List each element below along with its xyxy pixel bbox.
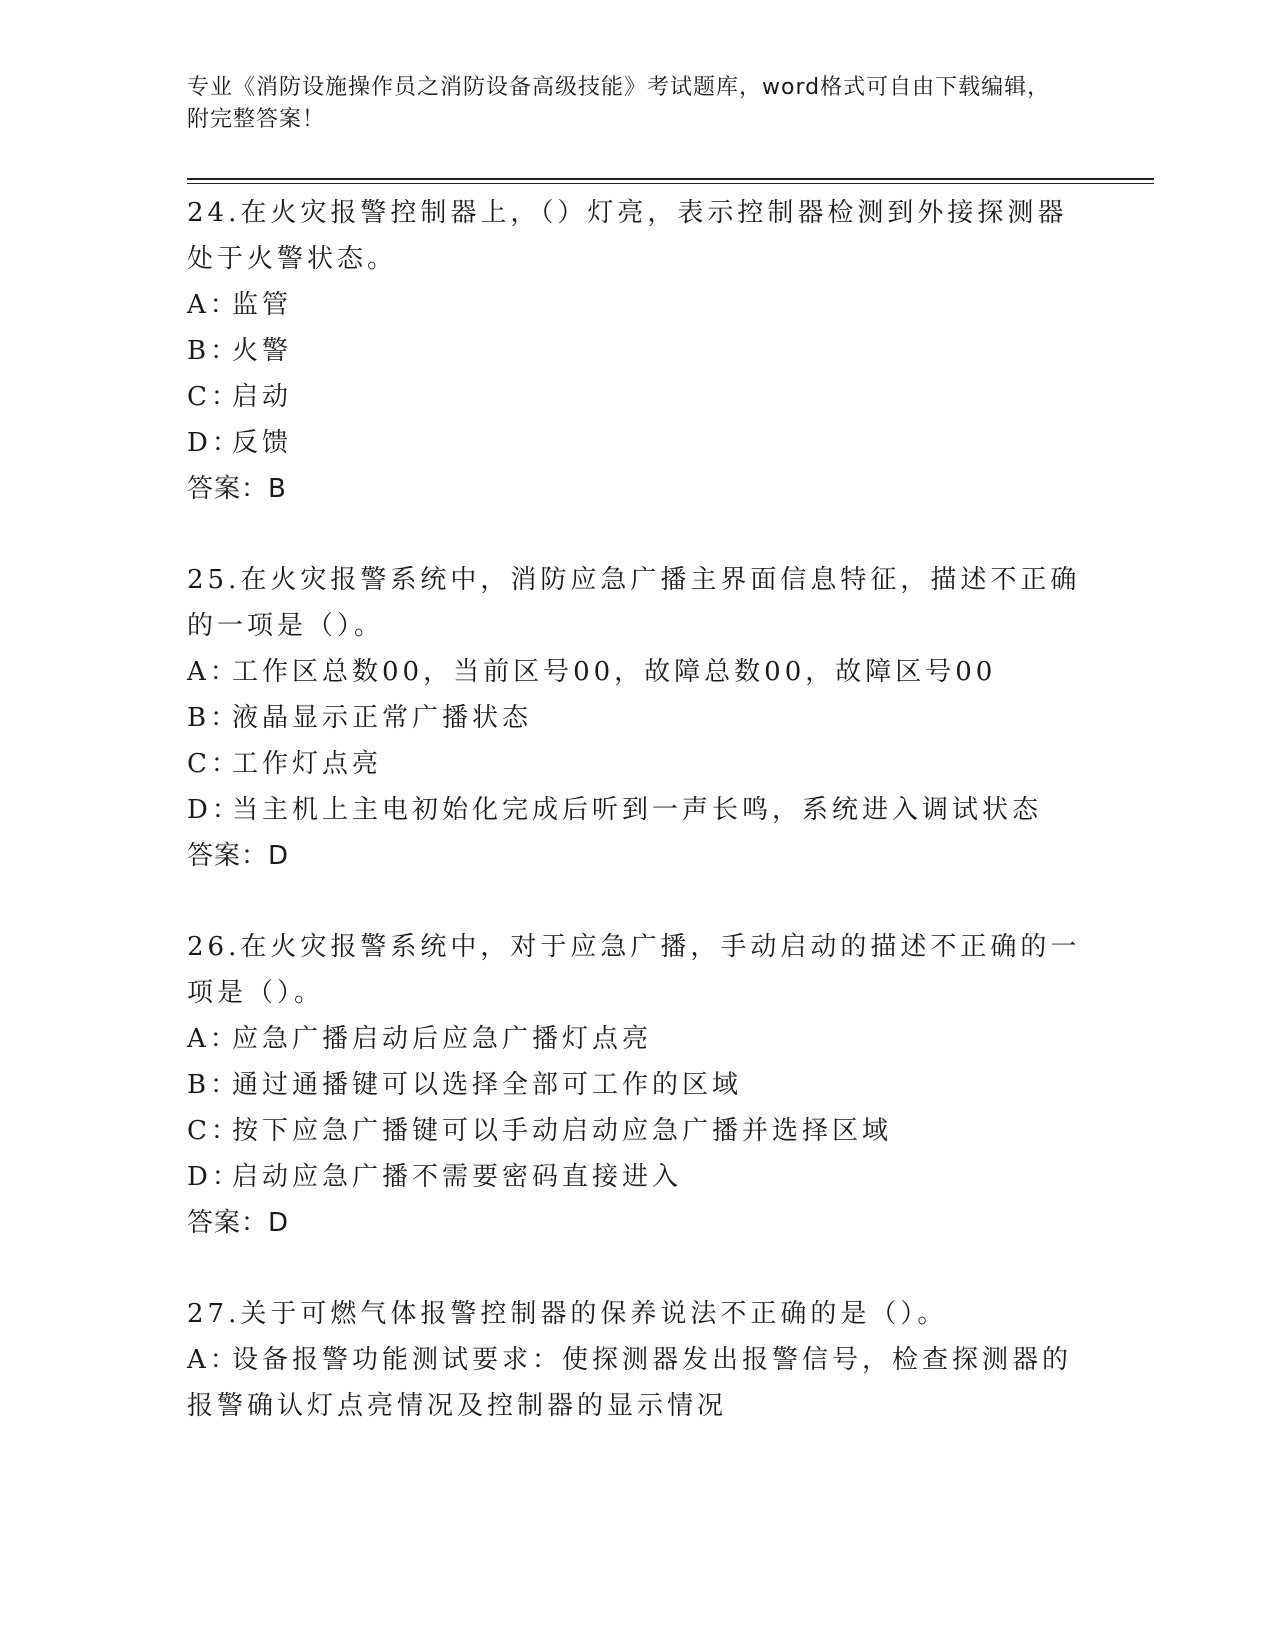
option-text: 按下应急广播键可以手动启动应急广播并选择区域	[232, 1116, 893, 1146]
question-text: 25.在火灾报警系统中，消防应急广播主界面信息特征，描述不正确的一项是（）。	[187, 565, 1081, 641]
header-divider-thin	[187, 183, 1154, 184]
option-label: A：	[187, 657, 240, 687]
option-text: 通过通播键可以选择全部可工作的区域	[232, 1070, 743, 1100]
option-text: 火警	[232, 336, 293, 366]
option-a	[187, 1337, 1087, 1429]
option-b	[187, 695, 1087, 741]
option-label: C：	[187, 1116, 241, 1146]
question-text: 26.在火灾报警系统中，对于应急广播，手动启动的描述不正确的一项是（）。	[187, 932, 1081, 1008]
document-header: 专业《消防设施操作员之消防设备高级技能》考试题库，word格式可自由下载编辑，附完整答案！	[187, 75, 1051, 132]
question-27	[187, 1291, 1087, 1429]
option-label: A：	[187, 1024, 240, 1054]
option-d	[187, 787, 1087, 833]
option-text: 工作灯点亮	[232, 749, 383, 779]
question-text: 24.在火灾报警控制器上，（）灯亮，表示控制器检测到外接探测器处于火警状态。	[187, 198, 1068, 274]
question-list	[187, 190, 1087, 1474]
option-text: 启动应急广播不需要密码直接进入	[232, 1162, 683, 1192]
option-label: B：	[187, 703, 241, 733]
option-label: B：	[187, 1070, 241, 1100]
option-text: 应急广播启动后应急广播灯点亮	[232, 1024, 653, 1054]
option-c	[187, 1108, 1087, 1154]
option-label: B：	[187, 336, 241, 366]
option-text: 工作区总数00，当前区号00，故障总数00，故障区号00	[232, 657, 997, 687]
option-label: C：	[187, 382, 241, 412]
option-label: A：	[187, 290, 240, 320]
option-text: 监管	[232, 290, 293, 320]
option-a	[187, 649, 1087, 695]
option-a	[187, 282, 1087, 328]
option-label: A：	[187, 1345, 240, 1375]
option-text: 设备报警功能测试要求：使探测器发出报警信号，检查探测器的报警确认灯点亮情况及控制器的显示情况	[187, 1345, 1073, 1421]
option-text: 启动	[232, 382, 293, 412]
header-divider	[187, 178, 1154, 180]
question-24	[187, 190, 1087, 512]
option-a	[187, 1016, 1087, 1062]
option-label: D：	[187, 795, 242, 825]
question-text: 27.关于可燃气体报警控制器的保养说法不正确的是（）。	[187, 1299, 948, 1329]
option-label: C：	[187, 749, 241, 779]
question-26	[187, 924, 1087, 1246]
option-b	[187, 328, 1087, 374]
option-label: D：	[187, 1162, 242, 1192]
option-d	[187, 420, 1087, 466]
answer-line: 答案：D	[187, 841, 290, 871]
option-c	[187, 741, 1087, 787]
option-text: 液晶显示正常广播状态	[232, 703, 533, 733]
option-label: D：	[187, 428, 242, 458]
option-text: 当主机上主电初始化完成后听到一声长鸣，系统进入调试状态	[232, 795, 1043, 825]
option-text: 反馈	[232, 428, 293, 458]
answer-line: 答案：D	[187, 1208, 290, 1238]
question-25	[187, 557, 1087, 879]
answer-line: 答案：B	[187, 474, 287, 504]
option-b	[187, 1062, 1087, 1108]
option-c	[187, 374, 1087, 420]
option-d	[187, 1154, 1087, 1200]
